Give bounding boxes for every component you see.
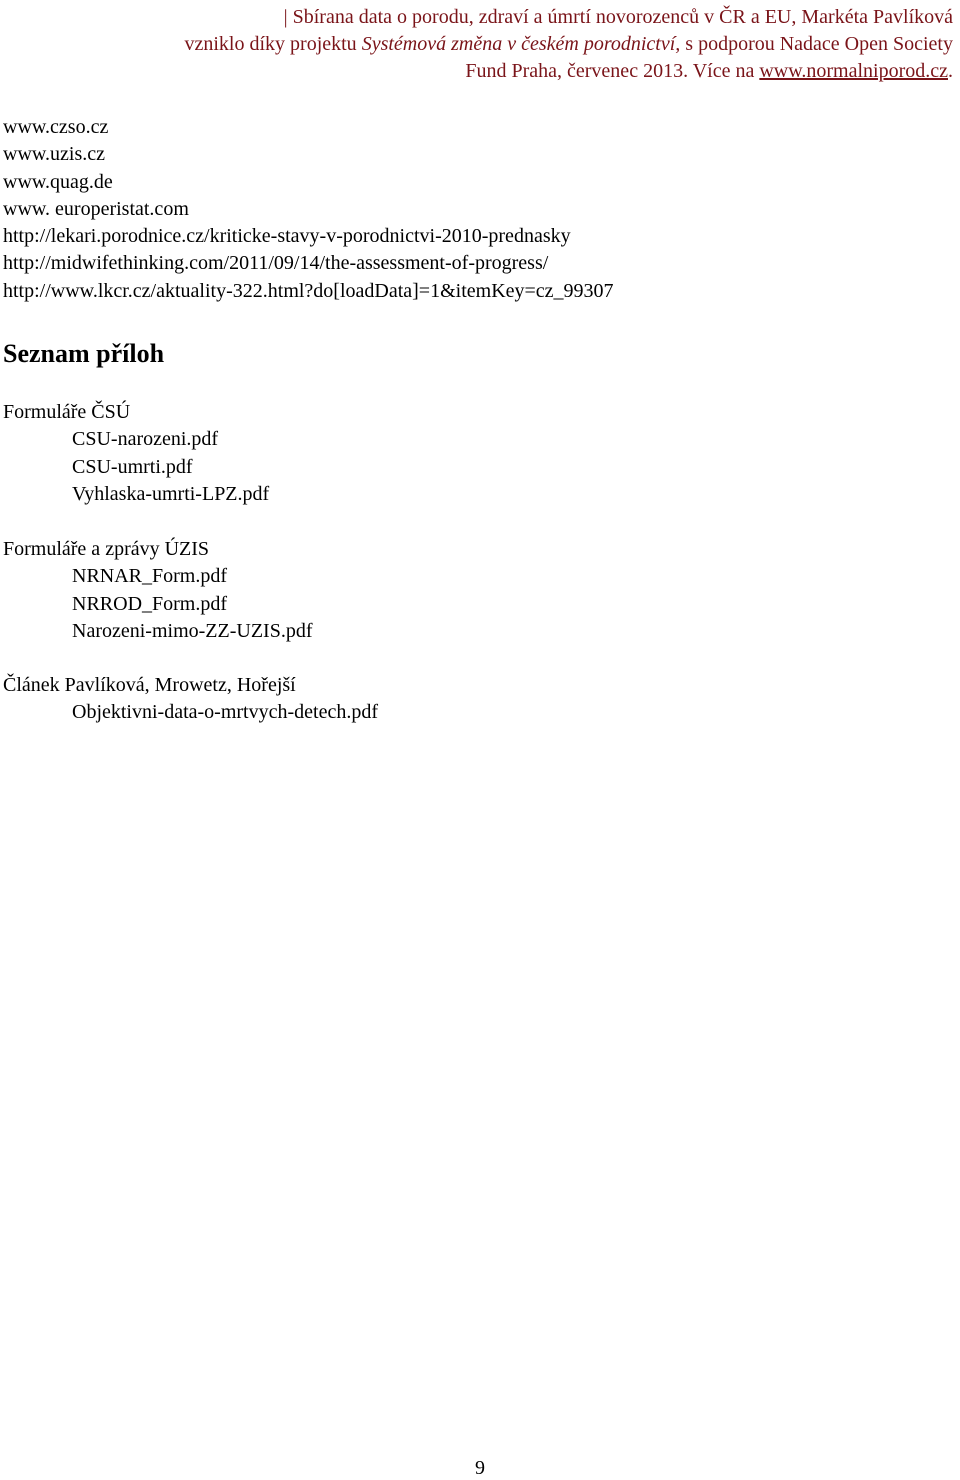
link-item[interactable]: http://www.lkcr.cz/aktuality-322.html?do[loadData]=1&itemKey=cz_99307: [3, 279, 614, 302]
link-item[interactable]: www.uzis.cz: [3, 143, 106, 166]
link-item[interactable]: www.quag.de: [3, 170, 113, 193]
group-title: Formuláře ČSÚ: [3, 401, 131, 423]
header-line-3-suffix: .: [948, 60, 953, 82]
project-name: Systémová změna v českém porodnictví,: [361, 33, 681, 55]
header-line-2: [13, 31, 953, 58]
attachments-heading: Seznam příloh: [3, 339, 165, 368]
header-line-3: [13, 58, 953, 85]
reference-links: [3, 114, 614, 305]
page-number: 9: [475, 1457, 485, 1479]
attachment-group-uzis: [3, 536, 312, 645]
header-line-2-suffix: s podporou Nadace Open Society: [680, 33, 953, 55]
link-item[interactable]: http://lekari.porodnice.cz/kriticke-stavy-v-porodnictvi-2010-prednasky: [3, 225, 571, 248]
link-item[interactable]: http://midwifethinking.com/2011/09/14/the-assessment-of-progress/: [3, 252, 549, 275]
website-link[interactable]: www.normalniporod.cz: [759, 60, 948, 82]
header-line-3-prefix: Fund Praha, červenec 2013. Více na: [465, 60, 760, 82]
group-title: Formuláře a zprávy ÚZIS: [3, 538, 210, 560]
group-title: Článek Pavlíková, Mrowetz, Hořejší: [3, 674, 296, 696]
attachment-file: NRNAR_Form.pdf: [72, 565, 228, 588]
link-item[interactable]: www.czso.cz: [3, 116, 109, 138]
attachment-group-csu: [3, 399, 269, 508]
header-line-2-prefix: vzniklo díky projektu: [184, 33, 362, 55]
attachment-file: CSU-umrti.pdf: [72, 455, 193, 478]
attachment-file: CSU-narozeni.pdf: [72, 428, 219, 451]
header-line-1: | Sbírana data o porodu, zdraví a úmrtí novorozenců v ČR a EU, Markéta Pavlíková: [283, 6, 953, 28]
attachment-file: Vyhlaska-umrti-LPZ.pdf: [72, 482, 270, 505]
link-item[interactable]: www. europeristat.com: [3, 197, 189, 220]
page-header: [13, 4, 953, 85]
attachment-file: Objektivni-data-o-mrtvych-detech.pdf: [72, 701, 378, 724]
attachment-group-article: [3, 672, 378, 727]
attachment-file: Narozeni-mimo-ZZ-UZIS.pdf: [72, 619, 313, 642]
attachment-file: NRROD_Form.pdf: [72, 592, 228, 615]
